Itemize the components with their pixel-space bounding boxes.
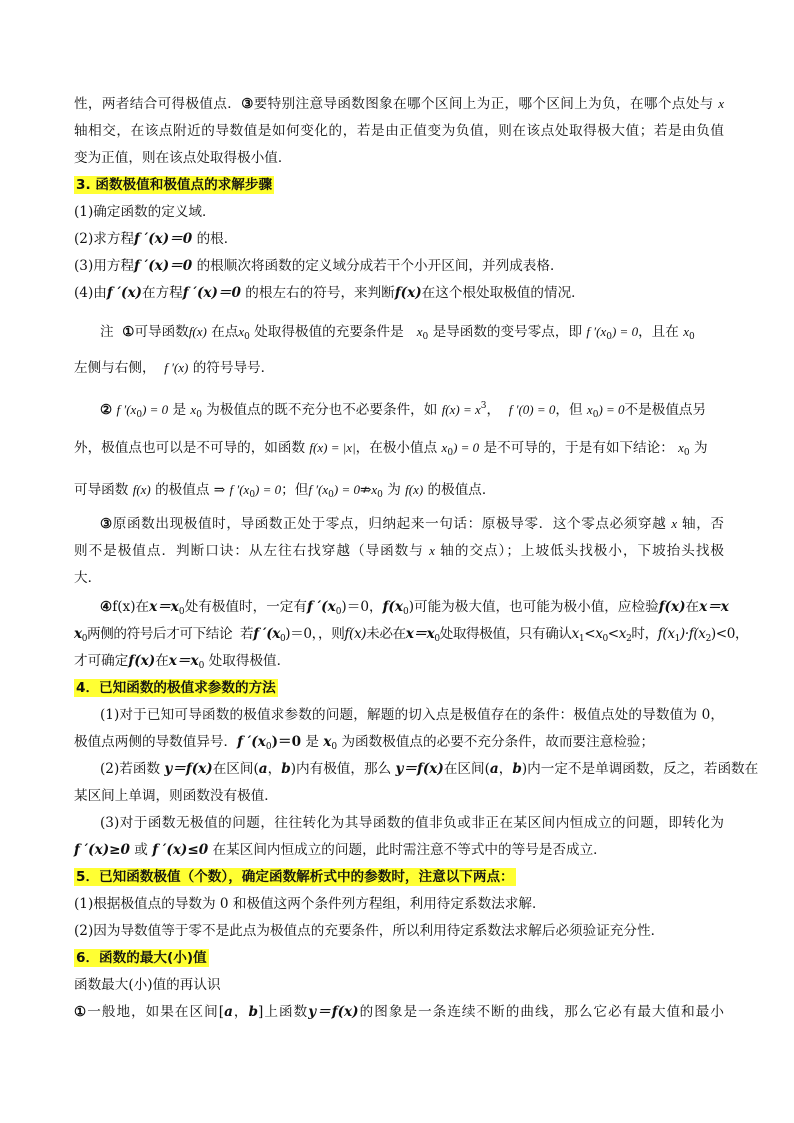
para-line: (1)根据极值点的导数为 0 和极值这两个条件列方程组，利用待定系数法求解． xyxy=(74,896,546,912)
circled-number: ③ xyxy=(241,96,254,112)
para-line: 某区间上单调，则函数没有极值． xyxy=(74,788,278,804)
note-line: 才可确定f(x)在$x=x_0$ 处取得极值． xyxy=(74,653,291,671)
section-heading-5: 5．已知函数极值（个数），确定函数解析式中的参数时，注意以下两点： xyxy=(76,869,514,885)
step-2: (2)求方程f ′(x)＝0 的根． xyxy=(74,231,238,247)
para-line: (1)对于已知可导函数的极值求参数的问题，解题的切入点是极值存在的条件：极值点处的导数值为 0， xyxy=(100,707,724,723)
para-line: (3)对于函数无极值的问题，往往转化为其导函数的值非负或非正在某区间内恒成立的问题，即转化为 xyxy=(100,815,724,831)
para-line: 函数最大(小)值的再认识 xyxy=(74,977,221,993)
step-1: (1)确定函数的定义域． xyxy=(74,204,216,220)
para-line: f ′(x)≥0 或 f ′(x)≤0 在某区间内恒成立的问题，此时需注意不等式中的等号是否成立． xyxy=(74,842,607,858)
step-3: (3)用方程f ′(x)＝0 的根顺次将函数的定义域分成若干个小开区间，并列成表格． xyxy=(74,258,564,274)
note-line: 大． xyxy=(74,570,102,586)
note-line: ② f $'(x_0) = 0$ 是 $x_0$ 为极值点的既不充分也不必要条件，如 $f(x) = x^3$， f ′(0) = 0，但 $x_0) = 0$不是极值点另 xyxy=(100,401,707,420)
para-line: 轴相交，在该点附近的导数值是如何变化的，若是由正值变为负值，则在该点处取得极大值；若是由负值 xyxy=(74,123,724,139)
para-line: (2)若函数 y＝f(x)在区间(a，b)内有极值，那么 y＝f(x)在区间(a，b)内一定不是单调函数，反之，若函数在 xyxy=(100,761,759,777)
para-line: (2)因为导数值等于零不是此点为极值点的充要条件，所以利用待定系数法求解后必须验证充分性． xyxy=(74,923,665,939)
note-line: 注 ①可导函数f(x) 在点$x_0$ 处取得极值的充要条件是 $x_0$ 是导函数的变号零点，即 f $'(x_0) = 0$，且在 $x_0$ xyxy=(100,324,695,342)
para-line: ①一般地，如果在区间[a，b]上函数y＝f(x)的图象是一条连续不断的曲线，那么它必有最大值和最小 xyxy=(74,1004,725,1020)
para-line: 变为正值，则在该点处取得极小值． xyxy=(74,150,292,166)
section-heading-6: 6．函数的最大(小)值 xyxy=(76,950,207,966)
note-line: $x_0$两侧的符号后才可下结论 若f $'(x_0)=0$，，则f(x)未必在$x=x_0$处取得极值，只有确认$x_1<x_0<x_2$时，$f(x_1)\cdot f(x_2)<0$， xyxy=(74,626,749,644)
note-line: 可导函数 f(x) 的极值点 ⇒ f $'(x_0) = 0$；但f $'(x_0)$ = $0⇏x_0$ 为 f(x) 的极值点． xyxy=(74,482,496,500)
section-heading-4: 4．已知函数的极值求参数的方法 xyxy=(76,680,276,696)
note-line: 则不是极值点．判断口诀：从左往右找穿越（导函数与 x 轴的交点）；上坡低头找极小，下坡抬头找极 xyxy=(74,543,725,559)
note-line: 左侧与右侧， f ′(x) 的符号导号． xyxy=(74,360,275,376)
para-line: 性，两者结合可得极值点．③要特别注意导函数图象在哪个区间上为正，哪个区间上为负，在哪个点处与 x xyxy=(74,96,725,112)
step-4: (4)由f ′(x)在方程f ′(x)＝0 的根左右的符号，来判断f(x)在这个根处取极值的情况． xyxy=(74,285,585,301)
note-line: ③原函数出现极值时，导函数正处于零点，归纳起来一句话：原极导零．这个零点必须穿越 x 轴，否 xyxy=(100,516,725,532)
para-line: 极值点两侧的导数值异号．f $'(x_0)=0$ 是 $x_0$ 为函数极值点的必要不充分条件，故而要注意检验； xyxy=(74,734,655,752)
note-line: ④f(x)在$x=x_0$处有极值时，一定有f $'(x_0)=0$，$f(x_0)$可能为极大值，也可能为极小值，应检验f(x)在x＝x xyxy=(100,599,729,617)
note-line: 外，极值点也可以是不可导的，如函数 f(x) = |x|，在极小值点 $x_0) = 0$ 是不可导的，于是有如下结论： $x_0$ 为 xyxy=(74,440,708,458)
section-heading-3: 3. 函数极值和极值点的求解步骤 xyxy=(76,177,273,193)
